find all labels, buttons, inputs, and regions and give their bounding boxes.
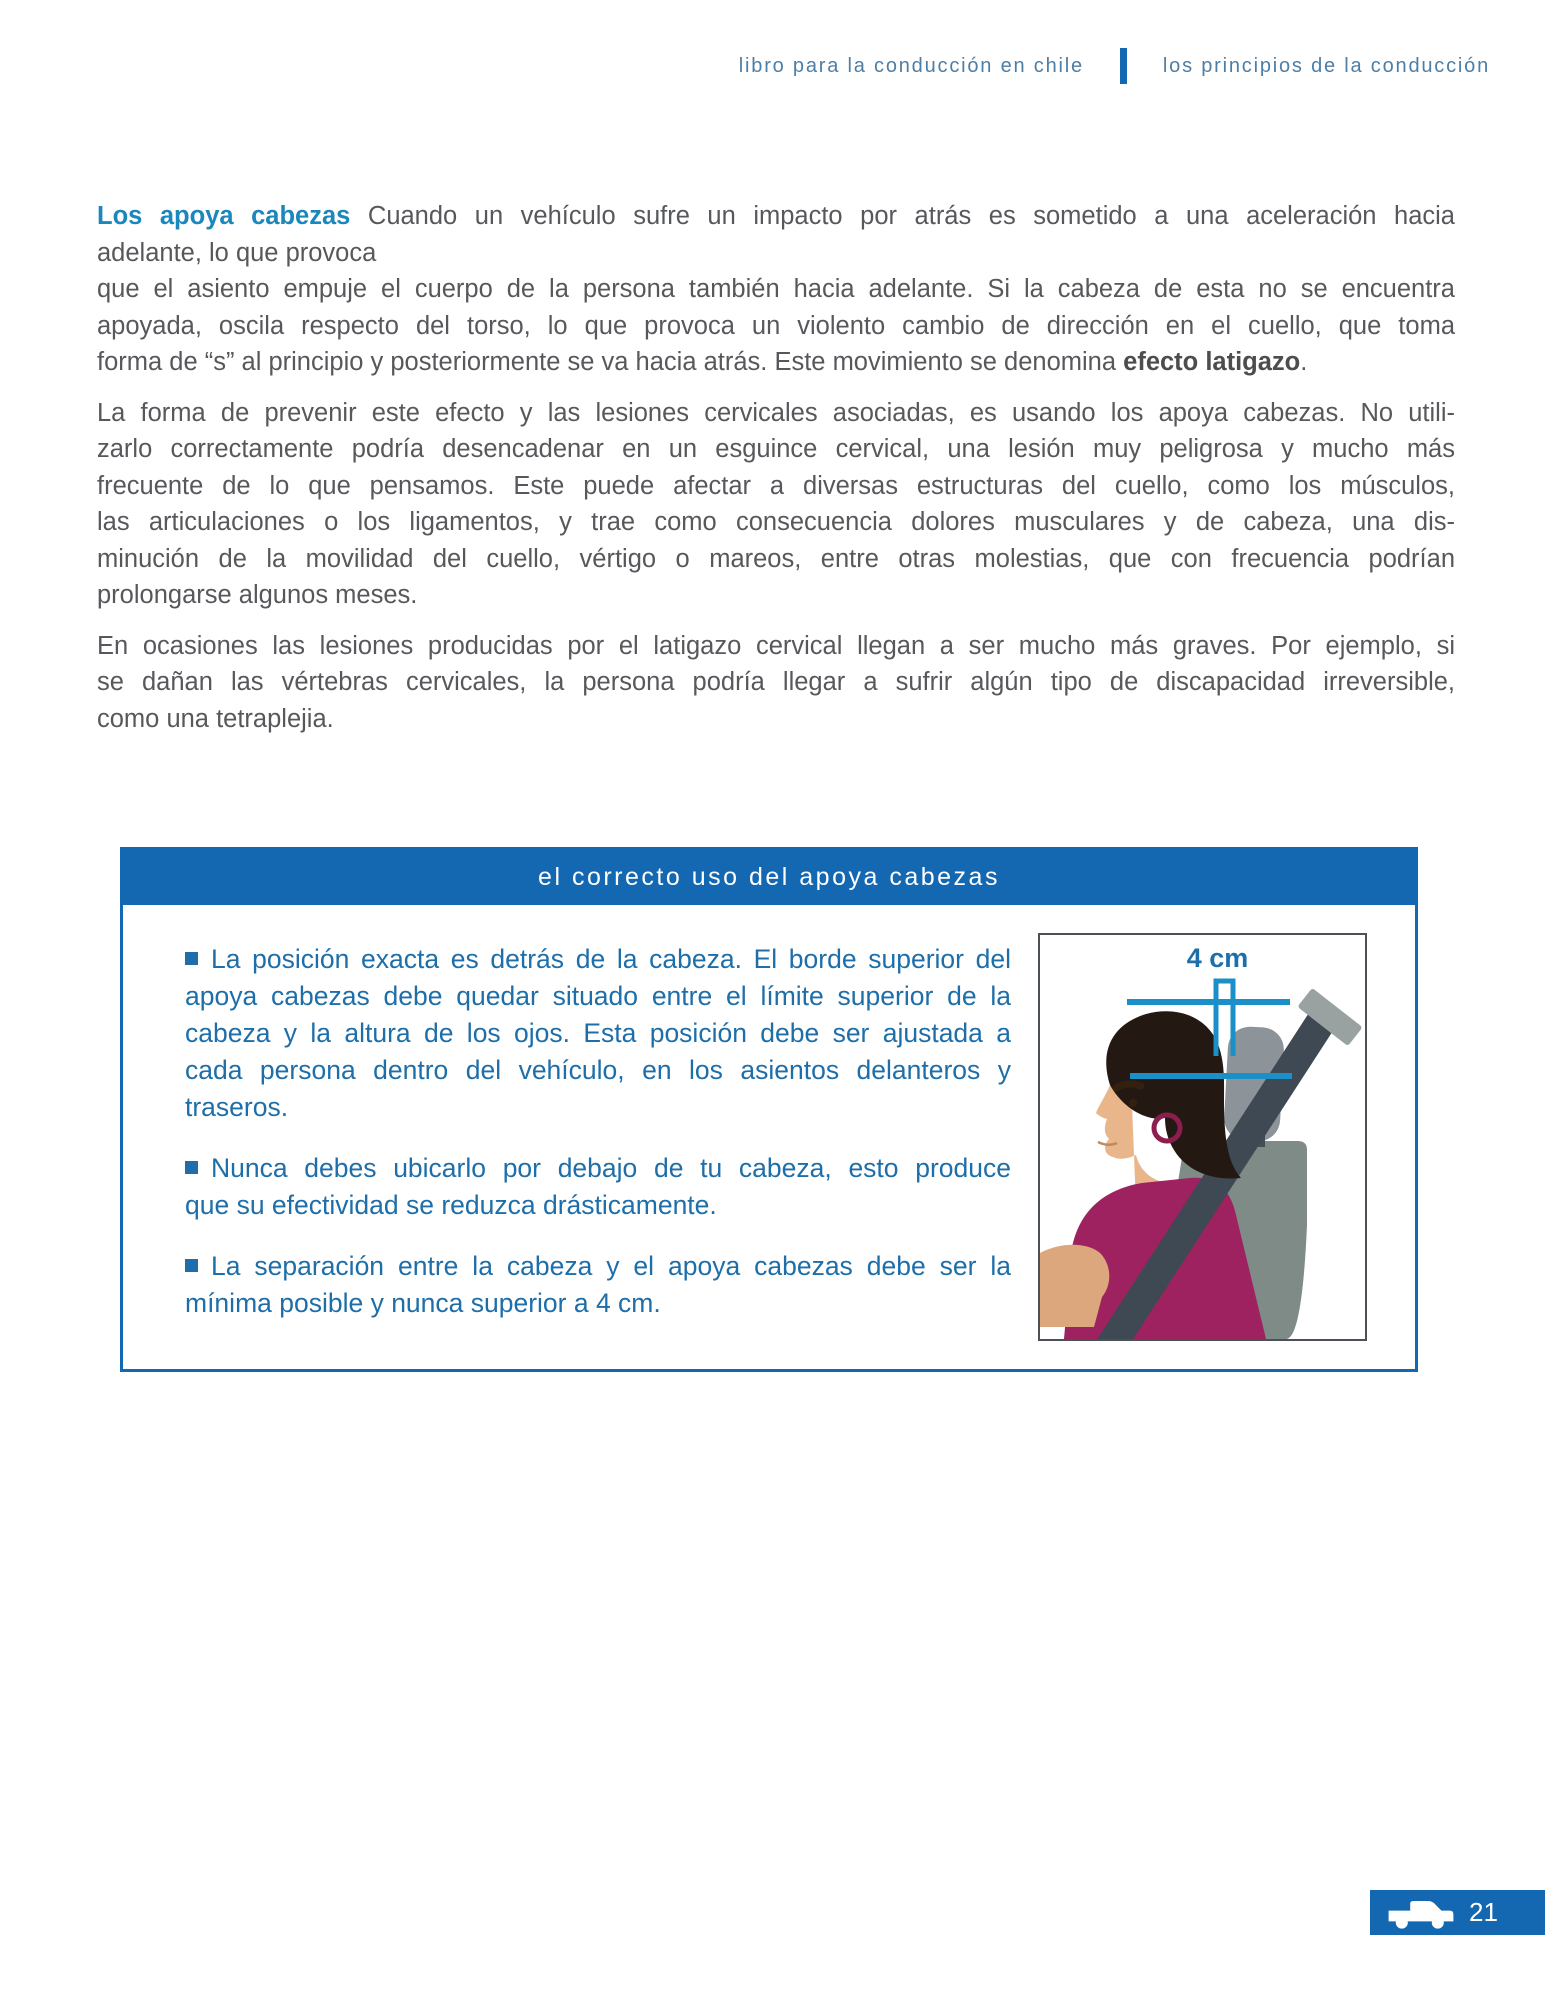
text-line xyxy=(185,1187,1011,1224)
text-segment: Los apoya cabezas xyxy=(97,202,351,230)
text-segment: La posición exacta es detrás de la cabeza. El borde superior del xyxy=(211,944,1011,974)
text-segment: efecto latigazo xyxy=(1123,348,1301,376)
footer-page-bar xyxy=(1370,1890,1545,1935)
bullet-item xyxy=(185,1248,1011,1322)
text-line xyxy=(97,664,1455,701)
text-segment: forma de “s” al principio y posteriormente se va hacia atrás. Este movimiento se denomina xyxy=(97,348,1124,376)
text-segment: mínima posible y nunca superior a 4 cm. xyxy=(185,1288,661,1318)
bullet-square-icon xyxy=(185,1259,198,1272)
text-line xyxy=(185,1150,1011,1187)
header-separator xyxy=(1120,48,1127,84)
body-text xyxy=(97,198,1455,751)
text-line xyxy=(97,235,1455,272)
text-segment: traseros. xyxy=(185,1092,289,1122)
text-segment: adelante, lo que provoca xyxy=(97,238,377,267)
text-segment: que su efectividad se reduzca drásticamente. xyxy=(185,1190,717,1220)
page-header xyxy=(739,48,1490,84)
text-line xyxy=(97,577,1455,614)
text-segment: las articulaciones o los ligamentos, y trae como consecuencia dolores musculares y de cabeza, una dis- xyxy=(97,508,1455,536)
text-segment: La separación entre la cabeza y el apoya cabezas debe ser la xyxy=(211,1251,1011,1281)
bullet-item xyxy=(185,941,1011,1126)
headrest-illustration xyxy=(1040,935,1365,1339)
text-line xyxy=(185,978,1011,1015)
text-segment: frecuente de lo que pensamos. Este puede afectar a diversas estructuras del cuello, como los músculos, xyxy=(97,471,1455,500)
paragraph xyxy=(97,395,1455,614)
text-segment: se dañan las vértebras cervicales, la persona podría llegar a sufrir algún tipo de discapacidad irreversible, xyxy=(97,668,1455,696)
text-segment: . xyxy=(1300,348,1308,376)
text-segment: prolongarse algunos meses. xyxy=(97,581,418,609)
text-segment: cabeza y la altura de los ojos. Esta posición debe ser ajustada a xyxy=(185,1018,1011,1048)
bullet-square-icon xyxy=(185,1161,198,1174)
header-chapter-title: los principios de la conducción xyxy=(1162,54,1490,77)
illustration-frame xyxy=(1038,933,1367,1341)
paragraph xyxy=(97,628,1455,738)
text-segment: La forma de prevenir este efecto y las lesiones cervicales asociadas, es usando los apoya cabezas. No utili- xyxy=(97,398,1455,427)
text-line xyxy=(97,628,1455,665)
paragraph xyxy=(97,198,1455,271)
text-line xyxy=(97,198,1455,235)
text-line xyxy=(97,344,1455,381)
text-line xyxy=(97,395,1455,432)
text-line xyxy=(185,1285,1011,1322)
text-line xyxy=(97,504,1455,541)
text-line xyxy=(97,271,1455,308)
infobox-bullets xyxy=(185,941,1011,1346)
text-segment: que el asiento empuje el cuerpo de la persona también hacia adelante. Si la cabeza de esta no se encuentra xyxy=(97,275,1455,303)
text-segment: apoya cabezas debe quedar situado entre el límite superior de la xyxy=(185,981,1011,1011)
bullet-item xyxy=(185,1150,1011,1224)
bullet-square-icon xyxy=(185,952,198,965)
text-line xyxy=(97,541,1455,578)
text-segment: zarlo correctamente podría desencadenar en un esguince cervical, una lesión muy peligrosa y mucho más xyxy=(97,435,1455,463)
text-segment: apoyada, oscila respecto del torso, lo que provoca un violento cambio de dirección en el cuello, que toma xyxy=(97,311,1455,340)
text-line xyxy=(97,431,1455,468)
text-line xyxy=(185,1015,1011,1052)
page-number: 21 xyxy=(1469,1897,1498,1927)
header-book-title: libro para la conducción en chile xyxy=(738,54,1084,77)
infobox-title: el correcto uso del apoya cabezas xyxy=(123,850,1415,905)
text-line xyxy=(97,468,1455,505)
text-segment: Nunca debes ubicarlo por debajo de tu cabeza, esto produce xyxy=(211,1153,1011,1183)
text-segment: minución de la movilidad del cuello, vértigo o mareos, entre otras molestias, que con frecuencia podrían xyxy=(97,544,1455,573)
text-line xyxy=(97,701,1455,738)
infobox xyxy=(120,847,1418,1372)
text-line xyxy=(185,1089,1011,1126)
truck-icon xyxy=(1383,1895,1459,1931)
paragraph xyxy=(97,271,1455,381)
text-line xyxy=(185,1052,1011,1089)
text-segment: En ocasiones las lesiones producidas por el latigazo cervical llegan a ser mucho más graves. Por ejemplo, si xyxy=(97,631,1455,660)
text-line xyxy=(185,1248,1011,1285)
text-segment: como una tetraplejia. xyxy=(97,704,334,733)
text-line xyxy=(185,941,1011,978)
text-line xyxy=(97,308,1455,345)
text-segment: cada persona dentro del vehículo, en los asientos delanteros y xyxy=(185,1055,1011,1085)
text-segment: Cuando un vehículo sufre un impacto por atrás es sometido a una aceleración hacia xyxy=(350,202,1455,230)
measurement-label: 4 cm xyxy=(1186,943,1249,973)
